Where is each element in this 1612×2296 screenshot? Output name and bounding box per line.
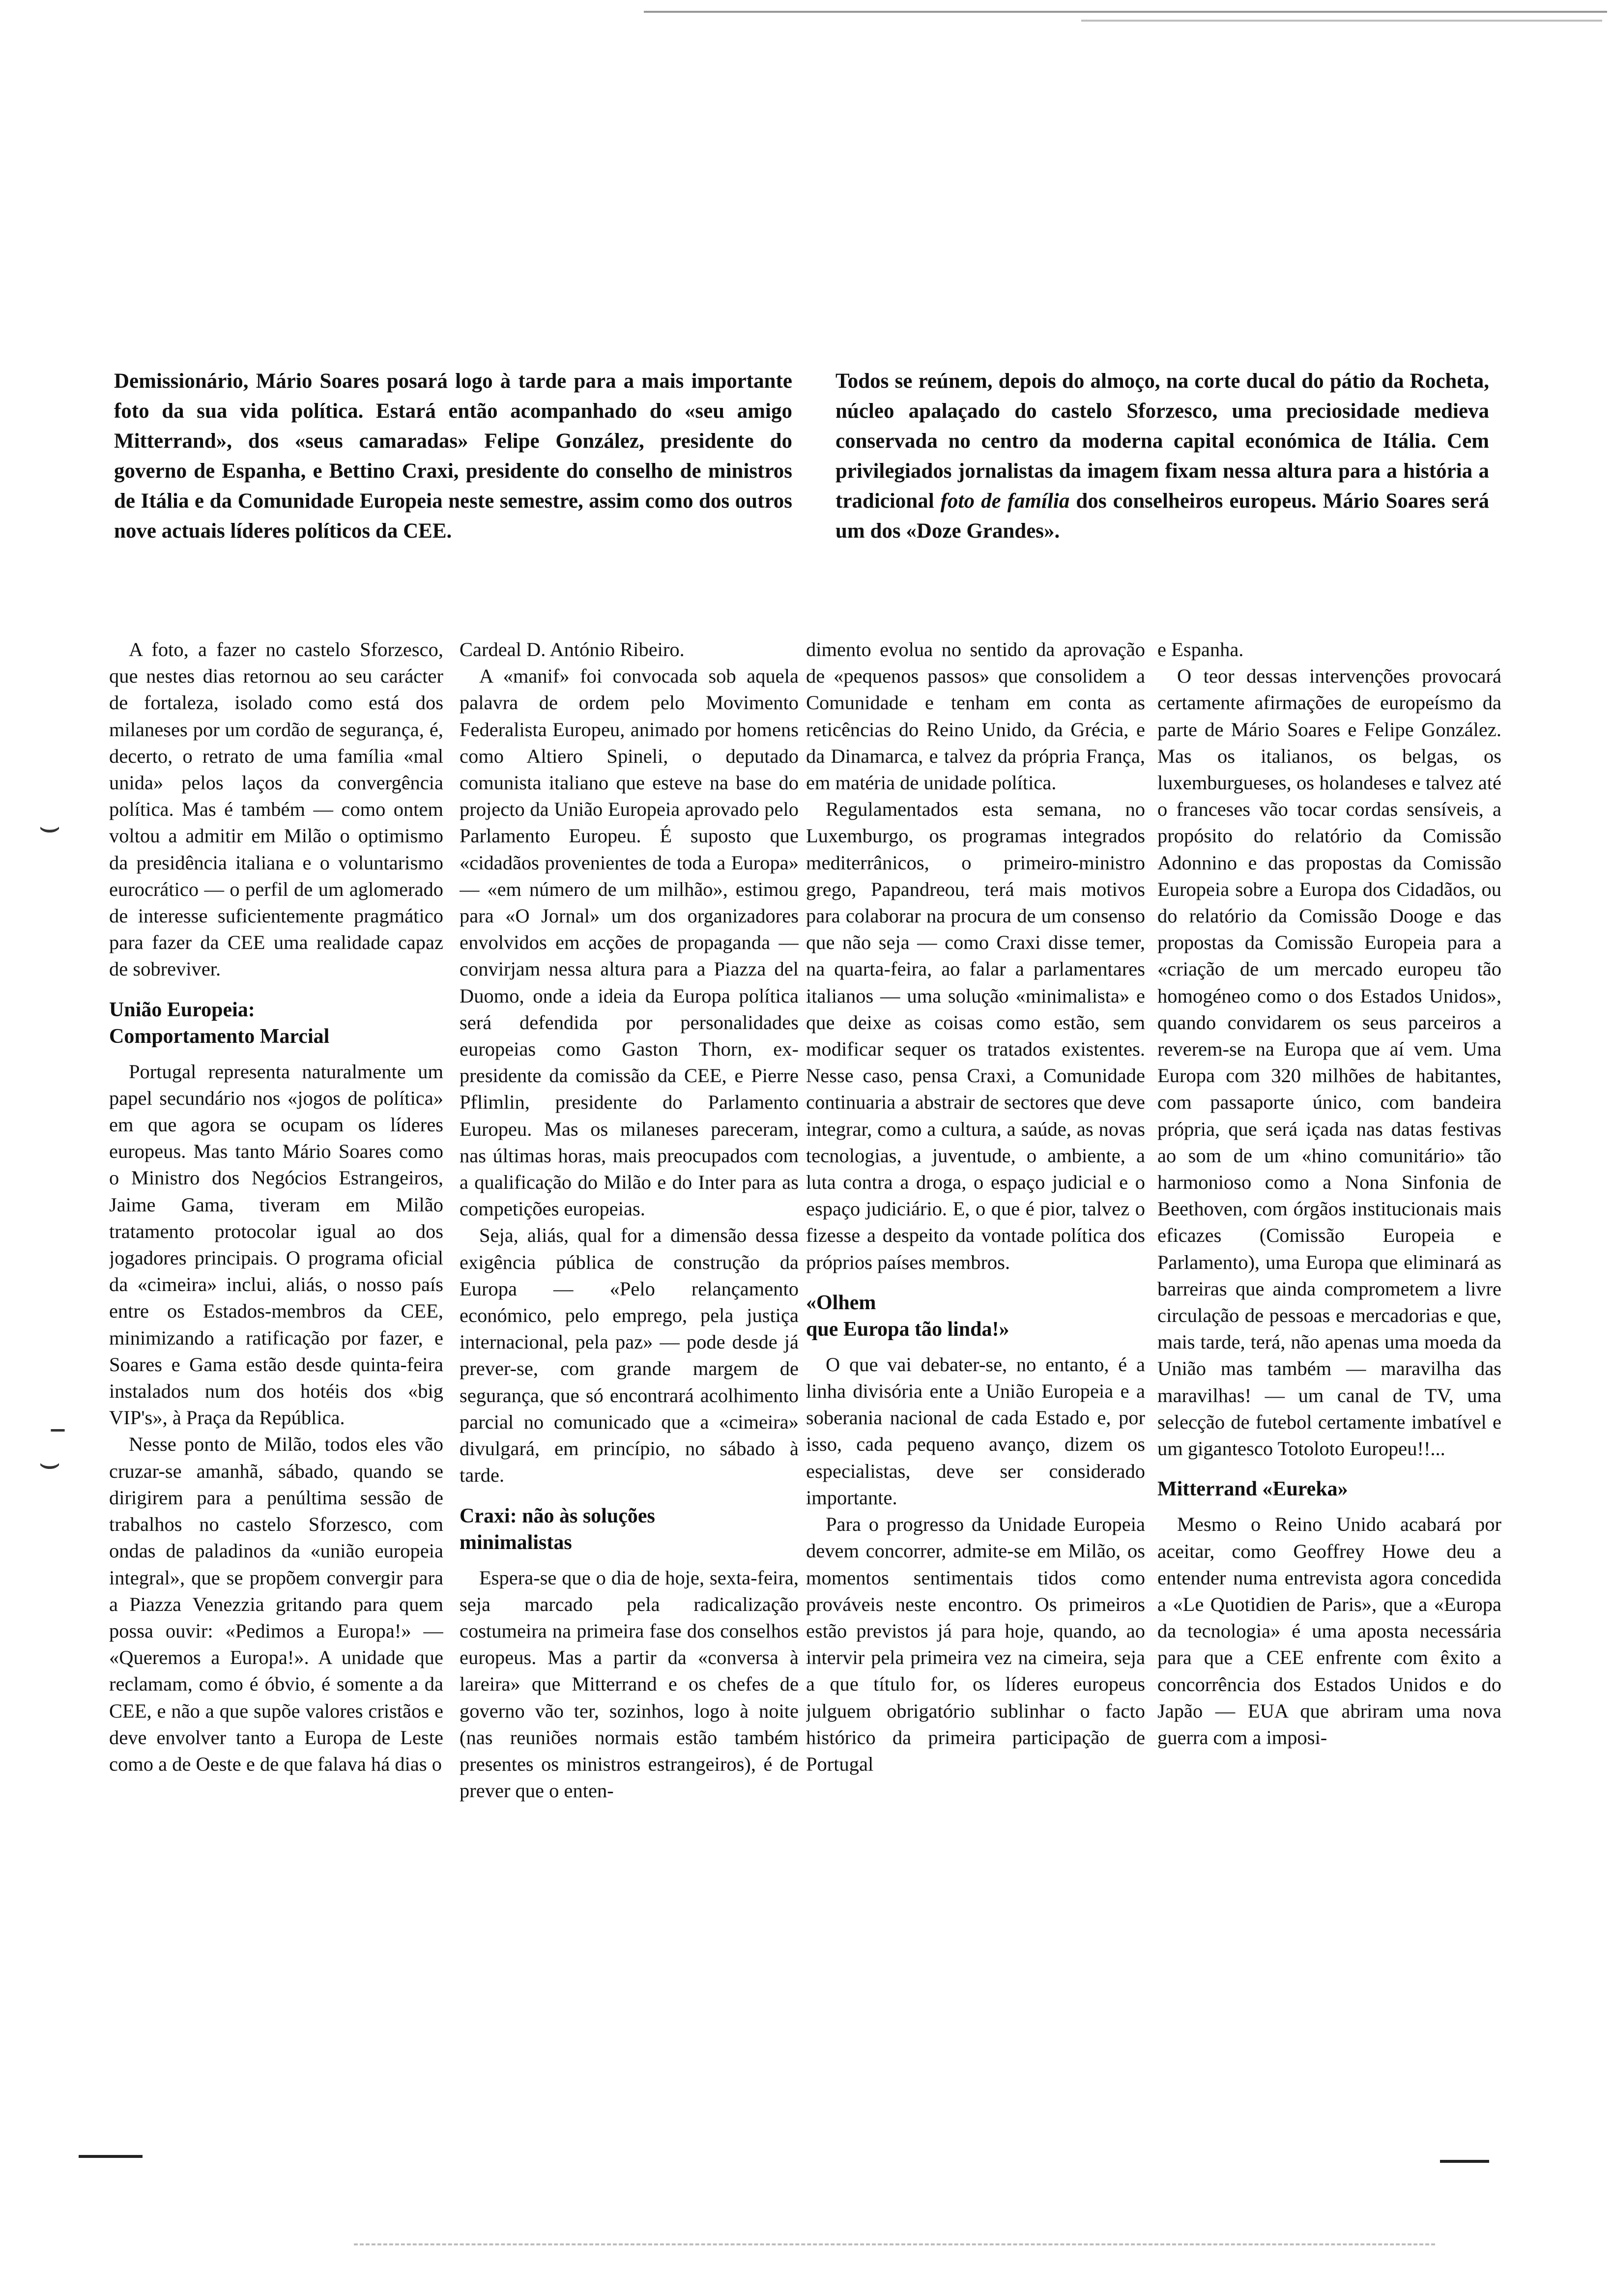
paragraph: Nesse ponto de Milão, todos eles vão cruzar-se amanhã, sábado, quando se dirigirem para a penúltima sessão de trabalhos no castelo Sforzesco, com ondas de paladinos da «união europeia integral», que se propõem convergir para a Piazza Venezzia gritando para quem possa ouvir: «Pedimos a Europa!» — «Queremos a Europa!». A unidade que reclamam, como é óbvio, é somente a da CEE, e não a que supõe valores cristãos e deve envolver tanto a Europa de Leste como a de Oeste e de que falava há dias o	[109, 1433, 443, 1775]
paragraph: O que vai debater-se, no entanto, é a linha divisória ente a União Europeia e a soberania nacional de cada Estado e, por isso, cada pequeno avanço, dizem os especialistas, deve ser considerado importante.	[806, 1353, 1145, 1509]
lead-paragraph-right	[835, 366, 1489, 546]
paragraph: Mesmo o Reino Unido acabará por aceitar, como Geoffrey Howe deu a entender numa entrevista agora concedida a «Le Quotidien de Paris», que a «Europa da tecnologia» é uma aposta necessária para que a CEE enfrente com êxito a concorrência dos Estados Unidos e do Japão — EUA que abriram uma nova guerra com a imposi-	[1157, 1513, 1501, 1749]
column-end-mark-left	[79, 2155, 143, 2158]
paragraph: e Espanha.	[1157, 638, 1244, 660]
paragraph: Espera-se que o dia de hoje, sexta-feira, seja marcado pela radicalização costumeira na primeira fase dos conselhos europeus. Mas a partir da «conversa à lareira» que Mitterrand e os chefes de governo vão ter, sozinhos, logo à noite (nas reuniões normais estão também presentes os ministros estrangeiros), é de prever que o enten-	[460, 1566, 799, 1802]
lead-right-italic: foto de família	[940, 489, 1070, 513]
lead-paragraph-left: Demissionário, Mário Soares posará logo à tarde para a mais importante foto da sua vida política. Estará então acompanhado do «seu amigo Mitterrand», dos «seus camaradas» Felipe González, presidente do governo de Espanha, e Bettino Craxi, presidente do conselho de ministros de Itália e da Comunidade Europeia neste semestre, assim como dos outros nove actuais líderes políticos da CEE.	[114, 370, 792, 543]
paragraph: O teor dessas intervenções provocará certamente afirmações de europeísmo da parte de Mário Soares e Felipe González. Mas os italianos, os belgas, os luxemburgueses, os holandeses e talvez até o franceses vão tocar cordas sensíveis, a propósito do relatório da Comissão Adonnino e das propostas da Comissão Europeia sobre a Europa dos Cidadãos, ou do relatório da Comissão Dooge e das propostas da Comissão Europeia para a «criação de um mercado europeu tão homogéneo como o dos Estados Unidos», quando convidarem os seus parceiros a reverem-se na Europa que aí vem. Uma Europa com 320 milhões de habitantes, com passaporte único, com bandeira própria, que será içada nas datas festivas ao som de um «hino comunitário» tão harmonioso como a Nona Sinfonia de Beethoven, com órgãos institucionais mais eficazes (Comissão Europeia e Parlamento), uma Europa que eliminará as barreiras que ainda comprometem a livre circulação de pessoas e mercadorias e que, mais tarde, terá, não apenas uma moeda da União mas também — maravilha das maravilhas! — um canal de TV, uma selecção de futebol certamente imbatível e um gigantesco Totoloto Europeu!!...	[1157, 665, 1501, 1460]
margin-mark-2: –	[49, 1408, 66, 1448]
article-column-2	[460, 636, 799, 2209]
subheading-mitterrand	[1157, 1476, 1501, 1502]
paragraph: dimento evolua no sentido da aprovação de «pequenos passos» que consolidem a Comunidade e tenham em conta as reticências do Reino Unido, da Grécia, e da Dinamarca, e talvez da própria França, em matéria de unidade política.	[806, 638, 1145, 794]
article-column-3	[806, 636, 1145, 2209]
scan-top-rule-2	[1081, 20, 1602, 22]
margin-mark-3: ⌣	[38, 1442, 61, 1483]
subheading-uniao-europeia	[109, 997, 443, 1050]
article-column-1	[109, 636, 443, 2209]
subheading-craxi	[460, 1503, 799, 1556]
subheading-line: União Europeia:	[109, 998, 255, 1021]
margin-mark-1: ⌣	[38, 806, 61, 846]
subheading-line: Craxi: não às soluções	[460, 1504, 655, 1527]
subheading-line: minimalistas	[460, 1531, 572, 1554]
subheading-line: Mitterrand «Eureka»	[1157, 1478, 1348, 1501]
paragraph: A «manif» foi convocada sob aquela palavra de ordem pelo Movimento Federalista Europeu, animado por homens como Altiero Spineli, o deputado comunista italiano que esteve na base do projecto da União Europeia aprovado pelo Parlamento Europeu. É suposto que «cidadãos provenientes de toda a Europa» — «em número de um milhão», estimou para «O Jornal» um dos organizadores envolvidos em acções de propaganda — convirjam nessa altura para a Piazza del Duomo, onde a ideia da Europa política será defendida por personalidades europeias como Gaston Thorn, ex-presidente da comissão da CEE, e Pierre Pflimlin, presidente do Parlamento Europeu. Mas os milaneses pareceram, nas últimas horas, mais preocupados com a qualificação do Milão e do Inter para as competições europeias.	[460, 665, 799, 1220]
paragraph: A foto, a fazer no castelo Sforzesco, que nestes dias retornou ao seu carácter de fortaleza, isolado como está dos milaneses por um cordão de segurança, é, decerto, o retrato de uma família «mal unida» pelos laços da convergência política. Mas é também — como ontem voltou a admitir em Milão o optimismo da presidência italiana e o voluntarismo eurocrático — o perfil de um aglomerado de interesse suficientemente pragmático para fazer da CEE uma realidade capaz de sobreviver.	[109, 638, 443, 980]
subheading-line: que Europa tão linda!»	[806, 1318, 1009, 1341]
paragraph: Seja, aliás, qual for a dimensão dessa exigência pública de construção da Europa — «Pelo relançamento económico, pelo emprego, pela justiça internacional, pela paz» — pode desde já prever-se, com grande margem de segurança, que só encontrará acolhimento parcial no comunicado que a «cimeira» divulgará, em princípio, no sábado à tarde.	[460, 1224, 799, 1487]
lead-right-text-2: dos conselheiros europeus. Mário Soares será um dos «Doze Grandes».	[835, 489, 1489, 543]
paragraph: Cardeal D. António Ribeiro.	[460, 638, 685, 660]
subheading-line: Comportamento Marcial	[109, 1025, 330, 1048]
subheading-olhem	[806, 1290, 1145, 1343]
column-end-mark-right	[1440, 2160, 1489, 2163]
paragraph: Para o progresso da Unidade Europeia devem concorrer, admite-se em Milão, os momentos sentimentais tidos como prováveis neste encontro. Os primeiros estão previstos já para hoje, quando, ao intervir pela primeira vez na cimeira, seja a que título for, os líderes europeus julguem obrigatório sublinhar o facto histórico da primeira participação de Portugal	[806, 1513, 1145, 1775]
paragraph: Portugal representa naturalmente um papel secundário nos «jogos de política» em que agora se ocupam os líderes europeus. Mas tanto Mário Soares como o Ministro dos Negócios Estrangeiros, Jaime Gama, tiveram em Milão tratamento protocolar igual ao dos jogadores principais. O programa oficial da «cimeira» inclui, aliás, o nosso país entre os Estados-membros da CEE, minimizando a ratificação por fazer, e Soares e Gama estão desde quinta-feira instalados num dos hotéis dos «big VIP's», à Praça da República.	[109, 1060, 443, 1429]
scan-bottom-rule	[354, 2243, 1435, 2245]
subheading-line: «Olhem	[806, 1291, 876, 1314]
article-column-4	[1157, 636, 1501, 2209]
paragraph: Regulamentados esta semana, no Luxemburgo, os programas integrados mediterrânicos, o primeiro-ministro grego, Papandreou, terá mais motivos para colaborar na procura de um consenso que não seja — como Craxi disse temer, na quarta-feira, ao falar a parlamentares italianos — uma solução «minimalista» e que deixe as coisas como estão, sem modificar sequer os tratados existentes. Nesse caso, pensa Craxi, a Comunidade continuaria a abstrair de sectores que deve integrar, como a cultura, a saúde, as novas tecnologias, a juventude, o ambiente, a luta contra a droga, o espaço judicial e o espaço judiciário. E, o que é pior, talvez o fizesse a despeito da vontade política dos próprios países membros.	[806, 798, 1145, 1273]
lead-right-text-1: Todos se reúnem, depois do almoço, na corte ducal do pátio da Rocheta, núcleo apalaçado do castelo Sforzesco, uma preciosidade medieva conservada no centro da moderna capital económica de Itália. Cem privilegiados jornalistas da imagem fixam nessa altura para a história a tradicional	[835, 370, 1489, 513]
scan-top-rule	[644, 11, 1607, 13]
